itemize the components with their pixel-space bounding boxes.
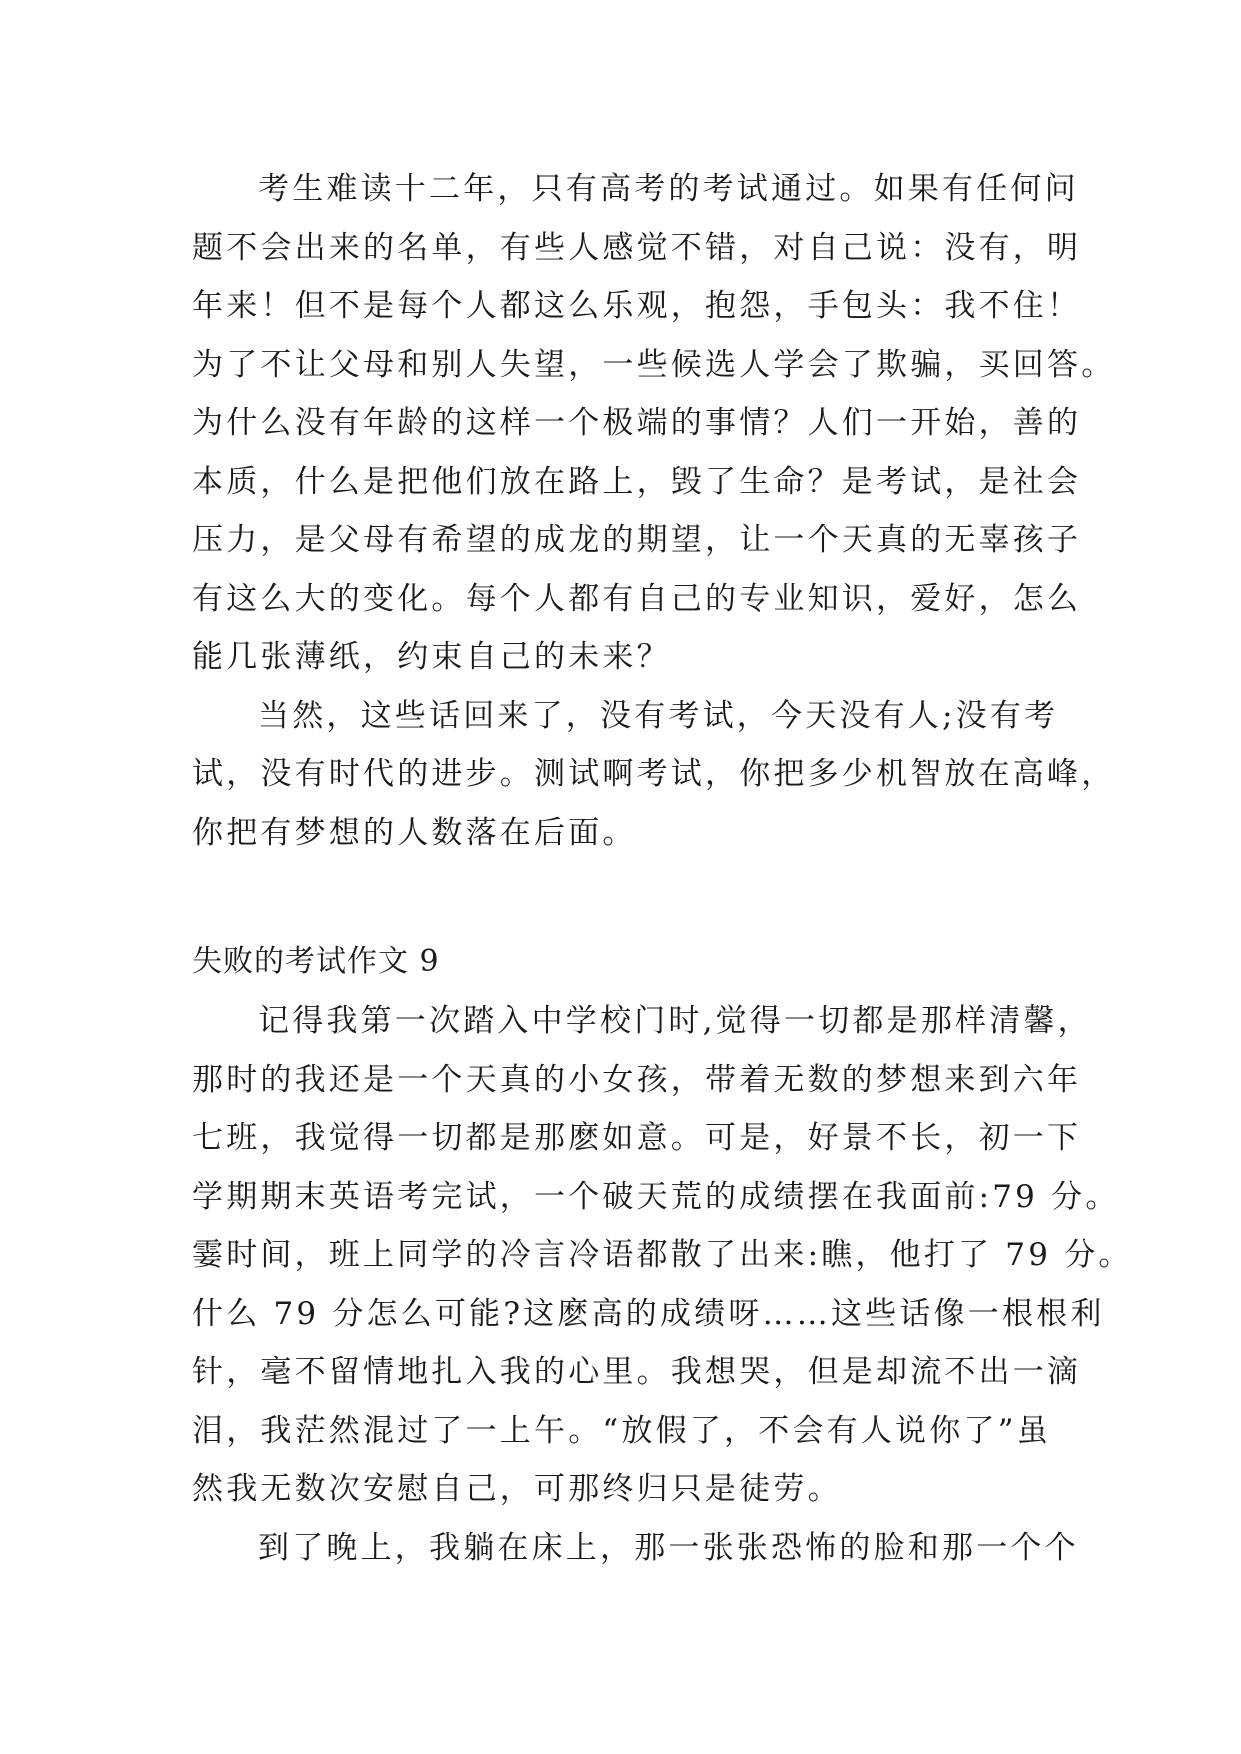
text-line: 记得我第一次踏入中学校门时,觉得一切都是那样清馨，: [258, 1003, 1092, 1039]
paragraph-3: [192, 992, 1133, 1519]
paragraph-4: [192, 1519, 1079, 1578]
text-line: 能几张薄纸，约束自己的未来？: [192, 639, 671, 675]
paragraph-1: [192, 160, 1116, 687]
paragraph-2: [192, 687, 1116, 863]
text-line: 为了不让父母和别人失望，一些候选人学会了欺骗，买回答。: [192, 346, 1116, 383]
text-line: 考生难读十二年，只有高考的考试通过。如果有任何问: [258, 171, 1079, 207]
text-line: 针，毫不留情地扎入我的心里。我想哭，但是却流不出一滴: [192, 1354, 1082, 1390]
text-line: 压力，是父母有希望的成龙的期望，让一个天真的无辜孩子: [192, 522, 1082, 558]
text-line: 题不会出来的名单，有些人感觉不错，对自己说：没有，明: [192, 229, 1082, 266]
text-line: 泪，我茫然混过了一上午。“放假了，不会有人说你了”虽: [192, 1412, 1051, 1449]
section-gap: [192, 862, 1054, 932]
text-line: 试，没有时代的进步。测试啊考试，你把多少机智放在高峰，: [192, 756, 1116, 792]
text-line: 那时的我还是一个天真的小女孩，带着无数的梦想来到六年: [192, 1061, 1082, 1098]
text-line: 七班，我觉得一切都是那麽如意。可是，好景不长，初一下: [192, 1120, 1082, 1156]
text-line: 什么 79 分怎么可能?这麽高的成绩呀……这些话像一根根利: [192, 1295, 1105, 1332]
section-heading: 失败的考试作文 9: [192, 944, 440, 979]
document-page: [192, 160, 1133, 1577]
text-line: 然我无数次安慰自己，可那终归只是徒劳。: [192, 1471, 842, 1507]
text-line: 为什么没有年龄的这样一个极端的事情？人们一开始，善的: [192, 405, 1082, 441]
text-line: 当然，这些话回来了，没有考试，今天没有人;没有考: [258, 697, 1059, 734]
text-line: 年来！但不是每个人都这么乐观，抱怨，手包头：我不住！: [192, 288, 1082, 324]
text-line: 学期期末英语考完试，一个破天荒的成绩摆在我面前:79 分。: [192, 1178, 1120, 1215]
text-line: 到了晚上，我躺在床上，那一张张恐怖的脸和那一个个: [258, 1529, 1079, 1566]
text-line: 有这么大的变化。每个人都有自己的专业知识，爱好，怎么: [192, 580, 1082, 617]
text-line: 本质，什么是把他们放在路上，毁了生命？是考试，是社会: [192, 463, 1082, 500]
text-line: 你把有梦想的人数落在后面。: [192, 814, 637, 851]
text-line: 霎时间，班上同学的冷言冷语都散了出来:瞧，他打了 79 分。: [192, 1237, 1133, 1273]
